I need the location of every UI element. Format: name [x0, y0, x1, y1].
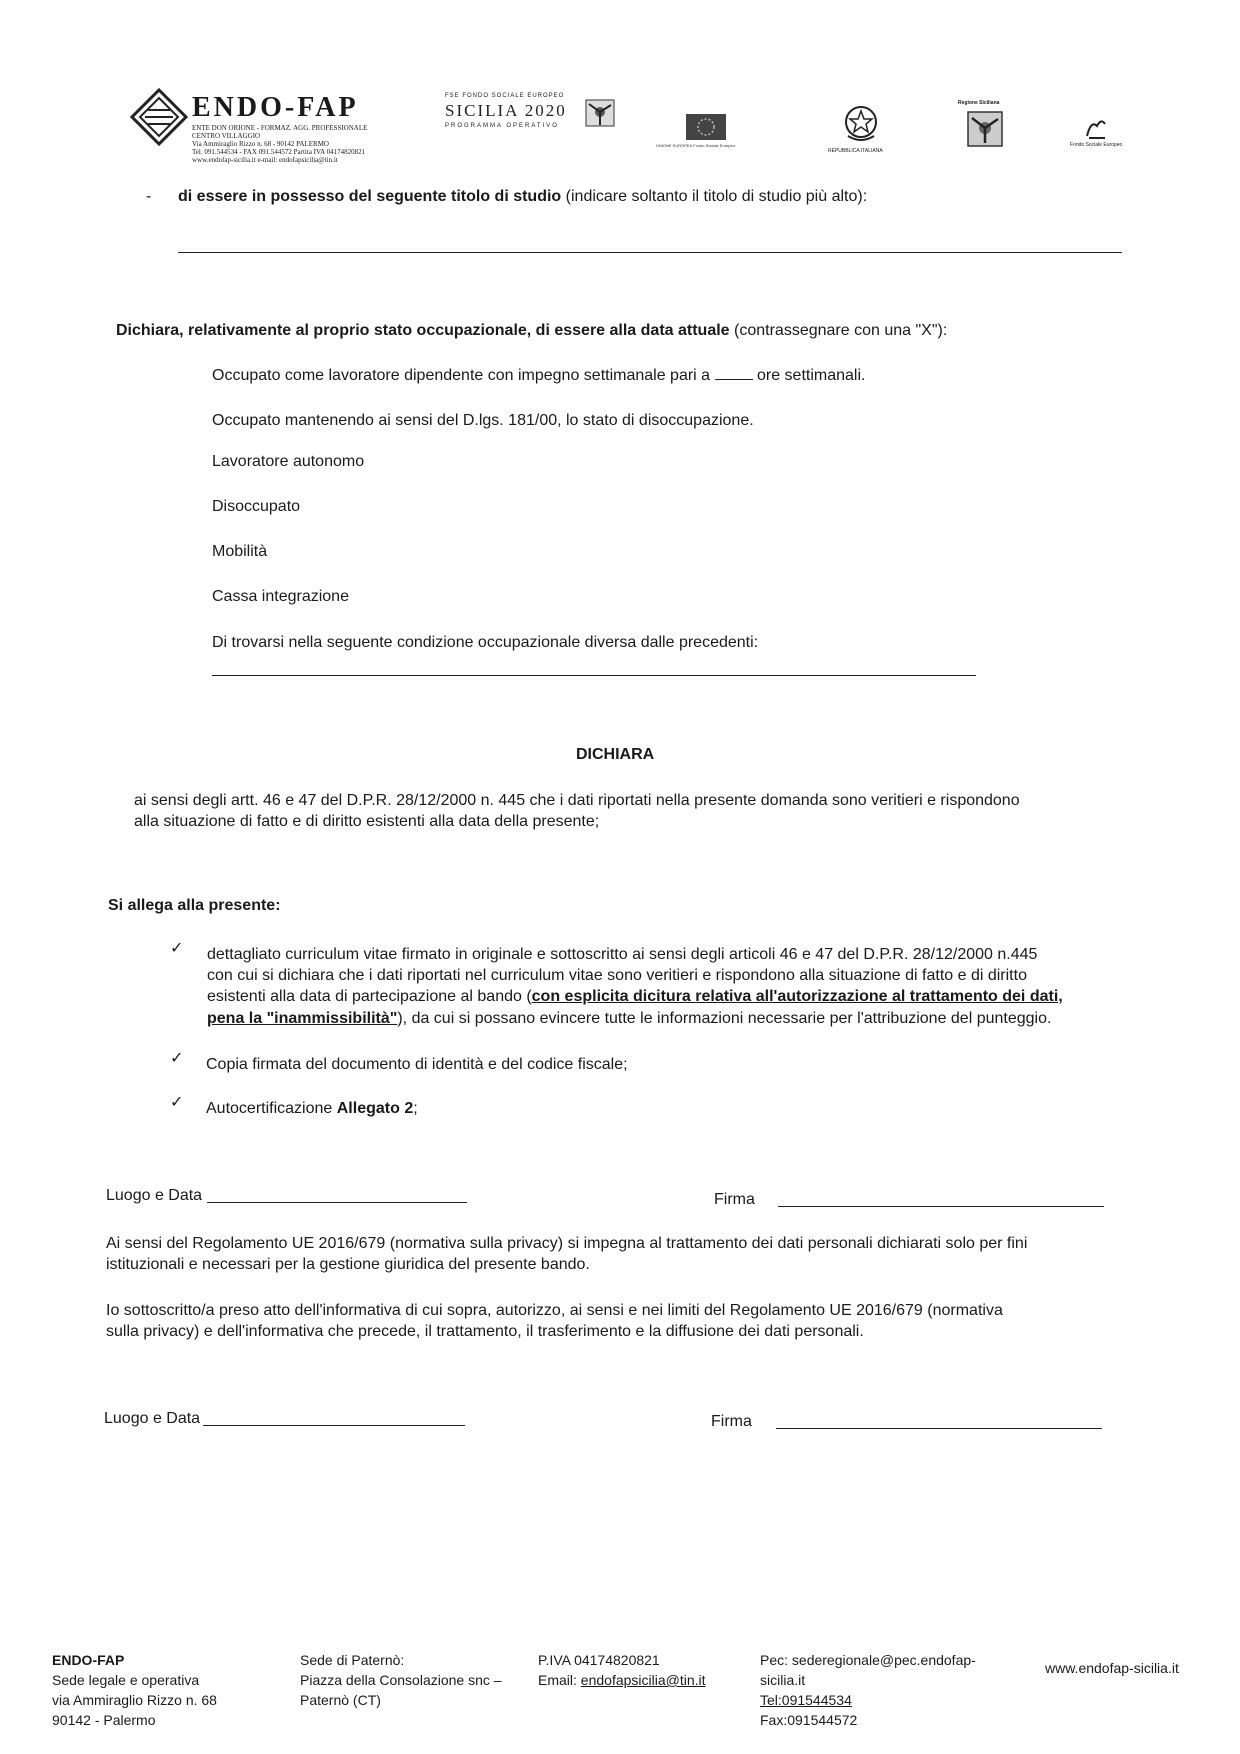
- footer-address: via Ammiraglio Rizzo n. 68: [52, 1692, 217, 1708]
- dichiara-text-1: ai sensi degli artt. 46 e 47 del D.P.R. 28/12/2000 n. 445 che i dati riportati nella presente domanda sono veritieri e rispondono: [134, 792, 1020, 809]
- option-dipendente-text: Occupato come lavoratore dipendente con impegno settimanale pari a: [212, 367, 711, 384]
- allegato-autocert-ref: Allegato 2: [336, 1100, 414, 1117]
- footer-col-4: [760, 1650, 976, 1730]
- footer-paterno-address: Piazza della Consolazione snc –: [300, 1672, 502, 1688]
- page-header: [0, 0, 1240, 175]
- firma-label-2: Firma: [711, 1413, 752, 1430]
- firma-label: Firma: [714, 1191, 755, 1208]
- endofap-wordmark: ENDO-FAP: [192, 92, 359, 123]
- check-mark-icon: ✓: [170, 940, 184, 957]
- option-cassa-integrazione[interactable]: Cassa integrazione: [212, 588, 349, 605]
- fse-caption: Fondo Sociale Europeo: [1070, 142, 1123, 148]
- dichiara-text-2: alla situazione di fatto e di diritto esistenti alla data della presente;: [134, 813, 600, 830]
- option-altra-condizione[interactable]: Di trovarsi nella seguente condizione occupazionale diversa dalle precedenti:: [212, 634, 759, 651]
- firma-field[interactable]: [778, 1206, 1104, 1207]
- eu-caption: UNIONE EUROPEA Fondo Sociale Europeo: [656, 143, 735, 148]
- privacy-text-1: Ai sensi del Regolamento UE 2016/679 (normativa sulla privacy) si impegna al trattamento dei dati personali dichiarati solo per fini: [106, 1235, 1028, 1252]
- footer-org-name: ENDO-FAP: [52, 1652, 125, 1668]
- region-title: Regione Siciliana: [958, 100, 1000, 106]
- fse-emblem-icon: [1083, 116, 1109, 140]
- option-disoccupato[interactable]: Disoccupato: [212, 498, 301, 515]
- allegato-autocert-text: Autocertificazione: [206, 1100, 333, 1117]
- sicilia-logo-top: FSE FONDO SOCIALE EUROPEO: [445, 93, 565, 99]
- footer-paterno-city: Paternò (CT): [300, 1692, 381, 1708]
- footer-col-1: [52, 1650, 217, 1730]
- italian-republic-emblem-icon: [843, 104, 879, 144]
- endofap-subtitle-4: Tel. 091.544534 - FAX 091.544572 Partita IVA 04174820821: [192, 148, 366, 156]
- option-dipendente[interactable]: [212, 365, 865, 387]
- luogo-data-field-2[interactable]: [203, 1425, 465, 1426]
- dichiara-stato-note: (contrassegnare con una "X"):: [734, 322, 948, 339]
- dichiara-heading: DICHIARA: [576, 746, 655, 763]
- italian-republic-caption: REPUBBLICA ITALIANA: [828, 148, 883, 154]
- allegato-autocertificazione: [206, 1098, 418, 1120]
- allegato-cv-emphasis-2: pena la "inammissibilità": [207, 1010, 398, 1027]
- sicilia-2020-logo: [445, 93, 620, 138]
- option-dipendente-suffix: ore settimanali.: [756, 367, 866, 384]
- footer-col-2: [300, 1650, 502, 1710]
- ore-settimanali-field[interactable]: [715, 365, 753, 380]
- footer-pec-2[interactable]: sicilia.it: [760, 1672, 806, 1688]
- sicilia-logo-program: PROGRAMMA OPERATIVO: [445, 123, 559, 129]
- allegato-cv-line-3-text: esistenti alla data di partecipazione al bando (: [207, 988, 532, 1005]
- footer-pec-1[interactable]: Pec: sederegionale@pec.endofap-: [760, 1652, 976, 1668]
- privacy-text-2: istituzionali e necessari per la gestione giuridica del presente bando.: [106, 1256, 590, 1273]
- allegato-cv-line-4-text: ), da cui si possano evincere tutte le informazioni necessarie per l'attribuzione del punteggio.: [397, 1010, 1052, 1027]
- endofap-diamond-icon: [130, 88, 188, 146]
- trinacria-icon: [585, 99, 615, 127]
- titolo-studio-field[interactable]: [178, 252, 1122, 253]
- footer-website[interactable]: www.endofap-sicilia.it: [1045, 1660, 1179, 1676]
- footer-email: [538, 1670, 706, 1690]
- allegato-documento: Copia firmata del documento di identità e del codice fiscale;: [206, 1056, 628, 1073]
- sicilia-logo-word: SICILIA 2020: [445, 101, 567, 120]
- bullet-dash: -: [146, 188, 152, 205]
- eu-flag-icon: [686, 114, 726, 140]
- allegato-cv-line-2: con cui si dichiara che i dati riportati nel curriculum vitae sono veritieri e rispondono alla situazione di fatto e di diritto: [207, 967, 1027, 984]
- allegato-cv-line-3: [207, 986, 1063, 1008]
- dichiara-stato-label: Dichiara, relativamente al proprio stato occupazionale, di essere alla data attuale: [116, 322, 730, 339]
- titolo-studio-line: [178, 186, 867, 208]
- option-autonomo[interactable]: Lavoratore autonomo: [212, 453, 365, 470]
- dichiara-stato-line: [116, 320, 947, 342]
- footer-tel[interactable]: Tel:091544534: [760, 1692, 852, 1708]
- allegato-cv-line-4: [207, 1008, 1051, 1030]
- allegato-autocert-end: ;: [413, 1100, 418, 1117]
- firma-field-2[interactable]: [776, 1428, 1102, 1429]
- endofap-subtitle-2: CENTRO VILLAGGIO: [192, 132, 261, 140]
- check-mark-icon: ✓: [170, 1094, 184, 1111]
- titolo-studio-note: (indicare soltanto il titolo di studio più alto):: [565, 188, 868, 205]
- footer-email-label: Email:: [538, 1672, 581, 1688]
- endofap-logo: [130, 88, 400, 168]
- footer-col-3: [538, 1650, 706, 1690]
- option-mobilita[interactable]: Mobilità: [212, 543, 268, 560]
- endofap-subtitle-3: Via Ammiraglio Rizzo n. 68 - 90142 PALERMO: [192, 140, 329, 148]
- footer-sede-legale: Sede legale e operativa: [52, 1672, 200, 1688]
- allega-heading: Si allega alla presente:: [108, 897, 281, 914]
- regione-siciliana-emblem-icon: [965, 110, 1005, 150]
- autorizzo-text-1: Io sottoscritto/a preso atto dell'informativa di cui sopra, autorizzo, ai sensi e nei limiti del Regolamento UE 2016/679 (normativa: [106, 1302, 1003, 1319]
- allegato-cv-emphasis-1: con esplicita dicitura relativa all'autorizzazione al trattamento dei dati,: [531, 988, 1063, 1005]
- autorizzo-text-2: sulla privacy) e dell'informativa che precede, il trattamento, il trasferimento e la diffusione dei dati personali.: [106, 1323, 864, 1340]
- luogo-data-label: Luogo e Data: [106, 1187, 203, 1204]
- allegato-cv-line-1: dettagliato curriculum vitae firmato in originale e sottoscritto ai sensi degli articoli 46 e 47 del D.P.R. 28/12/2000 n.445: [207, 946, 1038, 963]
- luogo-data-label-2: Luogo e Data: [104, 1410, 201, 1427]
- option-mantenendo[interactable]: Occupato mantenendo ai sensi del D.lgs. 181/00, lo stato di disoccupazione.: [212, 412, 754, 429]
- endofap-subtitle-5: www.endofap-sicilia.it e-mail: endofapsicilia@tin.it: [192, 156, 338, 164]
- footer-city: 90142 - Palermo: [52, 1712, 156, 1728]
- endofap-subtitle-1: ENTE DON ORIONE - FORMAZ. AGG. PROFESSIONALE: [192, 124, 368, 132]
- titolo-studio-label: di essere in possesso del seguente titolo di studio: [178, 188, 562, 205]
- footer-email-link[interactable]: endofapsicilia@tin.it: [580, 1672, 706, 1688]
- footer-fax: Fax:091544572: [760, 1712, 858, 1728]
- check-mark-icon: ✓: [170, 1050, 184, 1067]
- altra-condizione-field[interactable]: [212, 675, 976, 676]
- footer-piva: P.IVA 04174820821: [538, 1652, 660, 1668]
- luogo-data-field[interactable]: [207, 1202, 467, 1203]
- footer-sede-paterno: Sede di Paternò:: [300, 1652, 405, 1668]
